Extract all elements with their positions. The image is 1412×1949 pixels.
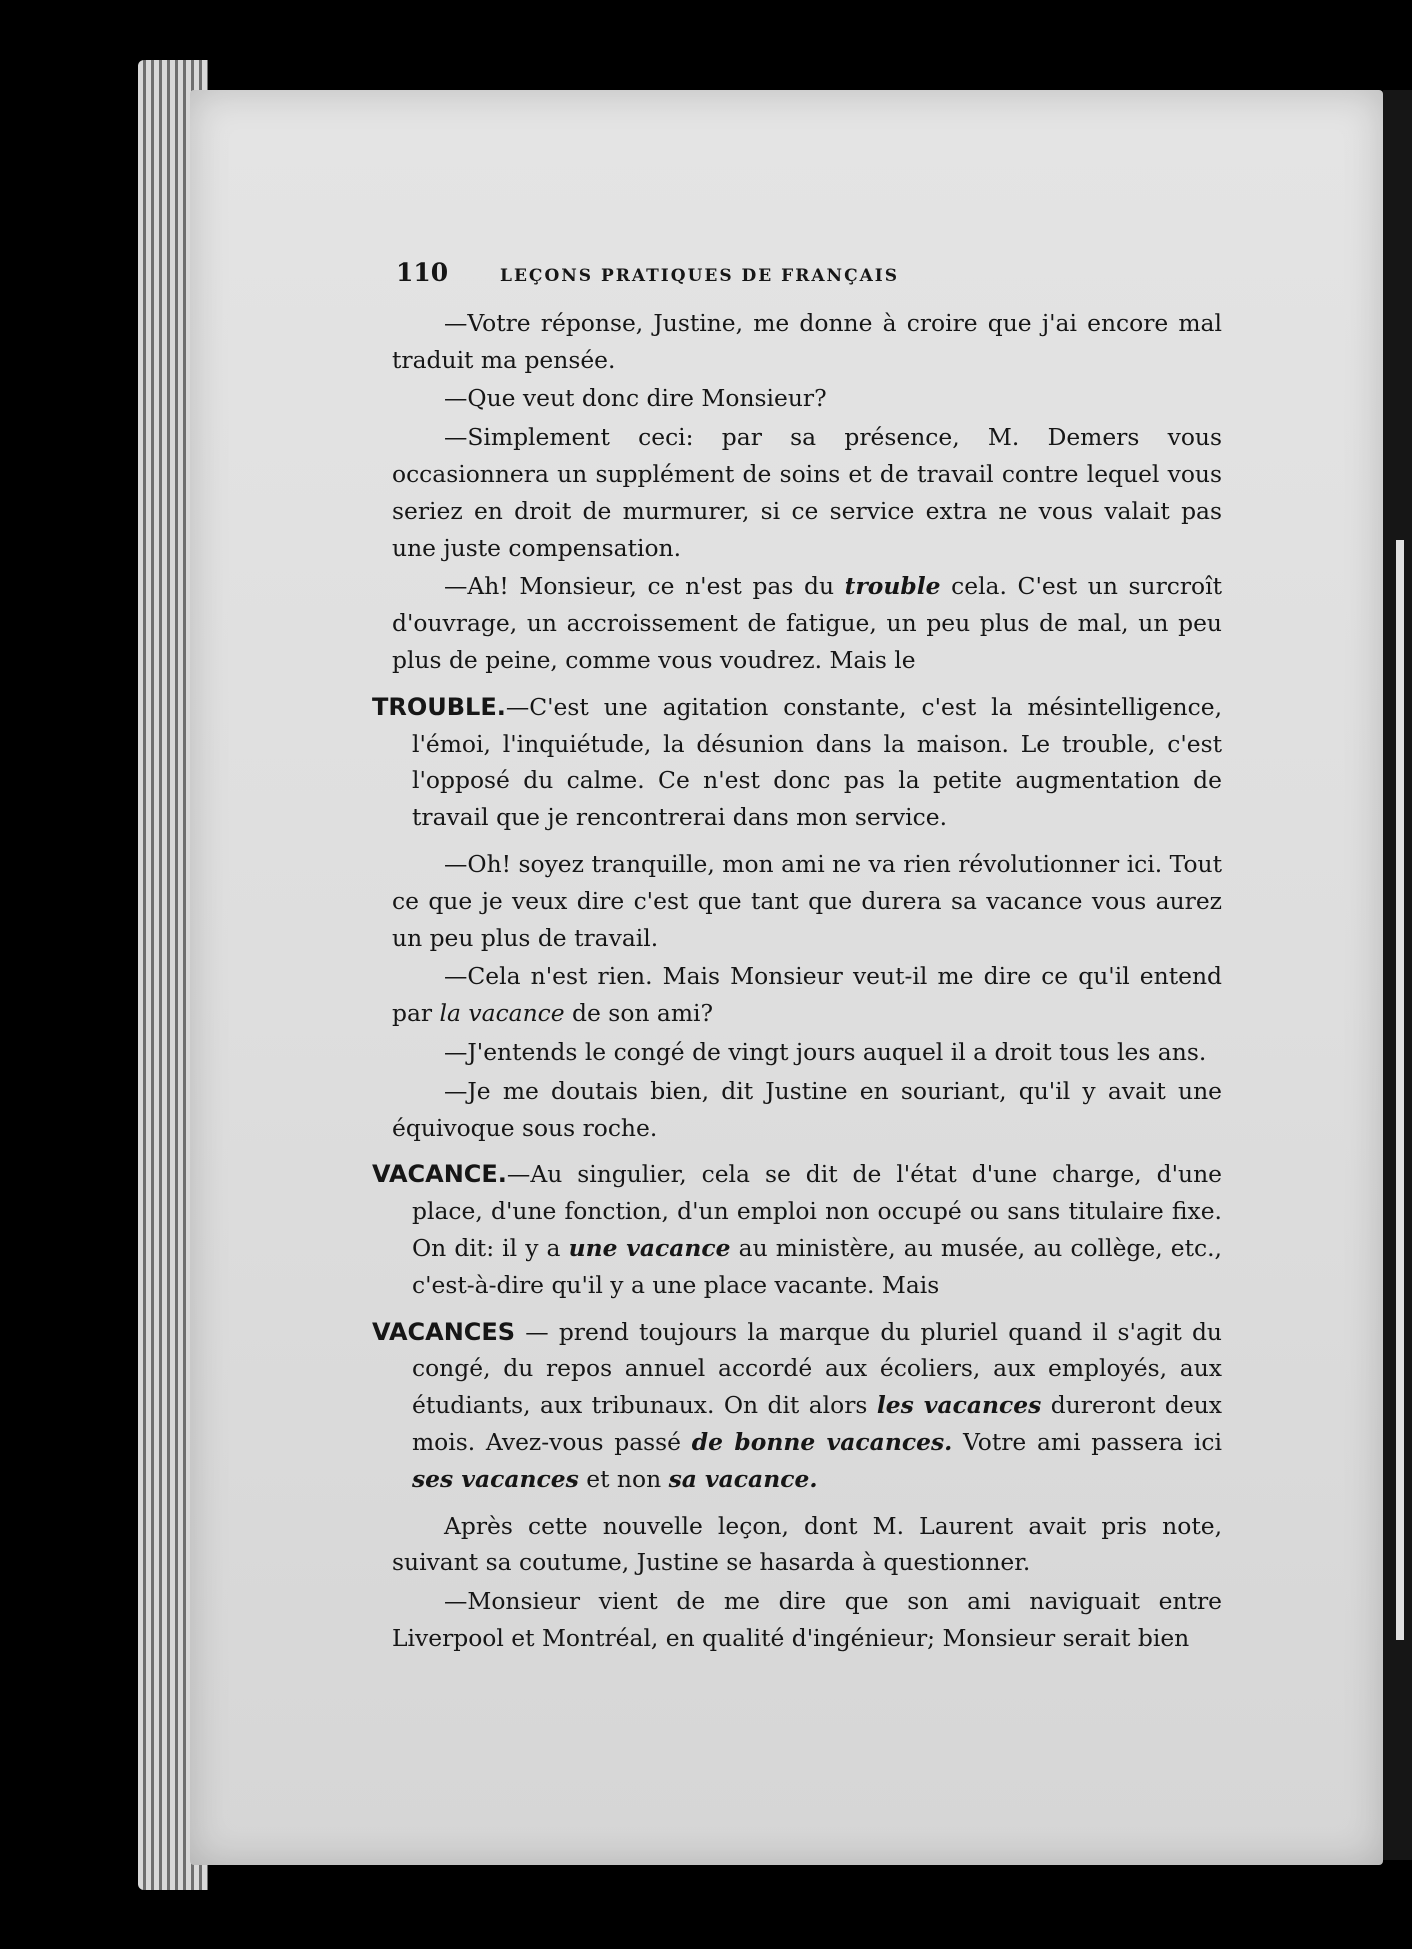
page-text [372, 255, 1222, 1659]
entry-vacances [372, 1314, 1222, 1498]
paragraph-4-text-b: cela. C'est un surcroît d'ouvrage, un accroissement de fatigue, un peu plus de mal, un peu plus de peine, comme vous voudrez. Mais le [392, 572, 1222, 674]
paragraph-6-text-a: —Cela n'est rien. Mais Monsieur veut-il me dire ce qu'il entend par [392, 962, 1222, 1028]
paragraph-5: —Oh! soyez tranquille, mon ami ne va rien révolutionner ici. Tout ce que je veux dire c'est que tant que durera sa vacance vous aurez un peu plus de travail. [392, 849, 1222, 952]
running-title: LEÇONS PRATIQUES DE FRANÇAIS [500, 266, 900, 286]
entry-vacance [372, 1156, 1222, 1303]
paragraph-4 [392, 568, 1222, 678]
paragraph-6-text-b: de son ami? [564, 999, 714, 1028]
entry-vacances-text-a: — prend toujours la marque du pluriel quand il s'agit du congé, du repos annuel accordé aux écoliers, aux employés, aux étudiants, aux tribunaux. On dit alors [412, 1317, 1222, 1420]
entry-vacances-text-c: Votre ami passera ici [952, 1427, 1222, 1456]
headword-vacances: VACANCES [372, 1317, 516, 1346]
paragraph-9: Après cette nouvelle leçon, dont M. Laurent avait pris note, suivant sa coutume, Justine se hasarda à questionner. [392, 1511, 1222, 1577]
paragraph-4-text-a: —Ah! Monsieur, ce n'est pas du [444, 572, 845, 601]
entry-vacance-emphasis: une vacance [568, 1233, 731, 1262]
headword-trouble: TROUBLE. [372, 692, 506, 721]
paragraph-6 [392, 958, 1222, 1032]
entry-trouble [372, 689, 1222, 836]
paragraph-2: —Que veut donc dire Monsieur? [444, 384, 827, 413]
entry-vacances-emphasis-1: les vacances [876, 1391, 1042, 1420]
paragraph-1: —Votre réponse, Justine, me donne à croire que j'ai encore mal traduit ma pensée. [392, 308, 1222, 374]
paragraph-4-emphasis: trouble [844, 572, 941, 601]
paragraph-6-emphasis: la vacance [439, 999, 565, 1028]
page-number: 110 [396, 258, 449, 287]
entry-vacance-text-b: au ministère, au musée, au collège, etc., c'est-à-dire qu'il y a une place vacante. Mais [412, 1233, 1222, 1299]
entry-vacances-emphasis-3: ses vacances [412, 1464, 579, 1493]
paragraph-10: —Monsieur vient de me dire que son ami naviguait entre Liverpool et Montréal, en qualité d'ingénieur; Monsieur serait bien [392, 1587, 1222, 1652]
headword-vacance: VACANCE. [372, 1160, 507, 1189]
entry-vacances-emphasis-4: sa vacance. [668, 1464, 818, 1493]
entry-vacances-text-b: dureront deux mois. Avez-vous passé [412, 1391, 1222, 1456]
entry-vacances-text-d: et non [578, 1464, 669, 1493]
paragraph-7: —J'entends le congé de vingt jours auquel il a droit tous les ans. [444, 1037, 1207, 1066]
facing-page-edge [1396, 540, 1404, 1640]
entry-vacances-emphasis-2: de bonne vacances. [691, 1427, 953, 1456]
entry-trouble-text: —C'est une agitation constante, c'est la mésintelligence, l'émoi, l'inquiétude, la désunion dans la maison. Le trouble, c'est l'opposé du calme. Ce n'est donc pas la petite augmentation de travail que je rencontrerai dans mon service. [412, 692, 1222, 832]
entry-vacance-text-a: —Au singulier, cela se dit de l'état d'une charge, d'une place, d'une fonction, d'un emploi non occupé ou sans titulaire fixe. On dit: il y a [412, 1160, 1222, 1262]
running-head [396, 255, 1222, 295]
paragraph-3: —Simplement ceci: par sa présence, M. Demers vous occasionnera un supplément de soins et de travail contre lequel vous seriez en droit de murmurer, si ce service extra ne vous valait pas une juste compensation. [392, 423, 1222, 562]
paragraph-8: —Je me doutais bien, dit Justine en souriant, qu'il y avait une équivoque sous roche. [392, 1076, 1222, 1142]
